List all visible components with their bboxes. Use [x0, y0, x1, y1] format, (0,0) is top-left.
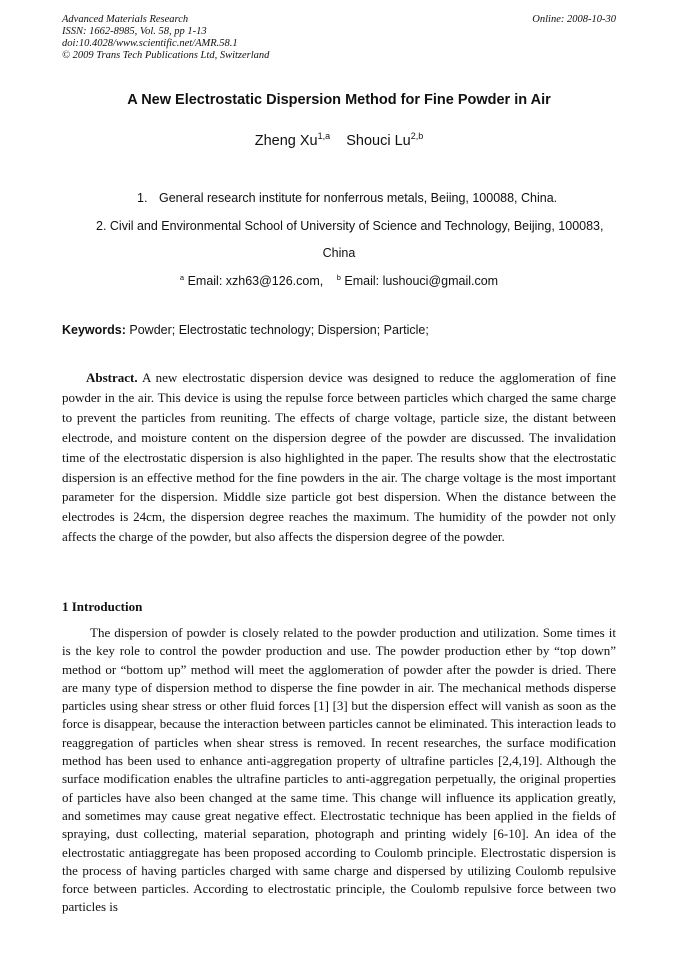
- affiliation-1: [137, 191, 557, 205]
- email-superscript: b: [336, 273, 341, 282]
- author-line: [0, 131, 678, 149]
- affiliation-2-line-2: China: [322, 246, 356, 260]
- email-superscript: a: [179, 273, 185, 282]
- section-heading: 1 Introduction: [62, 599, 143, 614]
- journal-header: [62, 14, 616, 62]
- abstract: [62, 368, 616, 547]
- online-date: Online: 2008-10-30: [532, 14, 616, 25]
- author-superscript: 1,a: [317, 131, 331, 141]
- email-b[interactable]: Email: lushouci@gmail.com: [344, 274, 499, 288]
- affiliation-text: General research institute for nonferrous metals, Beiing, 100088, China.: [159, 191, 558, 205]
- author-name: Shouci Lu: [346, 133, 411, 149]
- abstract-label: Abstract.: [86, 370, 138, 385]
- journal-name: Advanced Materials Research: [62, 14, 189, 25]
- email-line: [0, 273, 678, 288]
- keywords: [62, 323, 429, 337]
- keywords-text: Powder; Electrostatic technology; Dispersion; Particle;: [129, 323, 429, 337]
- affiliation-2-line-1: 2. Civil and Environmental School of University of Science and Technology, Beijing, 100083,: [96, 219, 604, 233]
- affiliation-number: 1.: [137, 191, 148, 205]
- copyright-line: © 2009 Trans Tech Publications Ltd, Switzerland: [62, 50, 270, 61]
- doi-line: doi:10.4028/www.scientific.net/AMR.58.1: [62, 38, 238, 49]
- issn-line: ISSN: 1662-8985, Vol. 58, pp 1-13: [62, 26, 207, 37]
- keywords-label: Keywords:: [62, 323, 126, 337]
- introduction-paragraph: The dispersion of powder is closely related to the powder production and utilization. Some times it is the key role to control the powder production and use. The powder production ether by “top down” method or “bottom up” method will meet the agglomeration of powder after the powder is dried. There are many type of dispersion method to disperse the fine powder in air. The mechanical methods disperse particles using shear stress or other fluid forces [1] [3] but the dispersion effect will vanish as soon as the force is disappear, because the interaction between particles cannot be eliminated. This interaction leads to reaggregation of particles when shear stress is removed. In recent researches, the surface modification method has been used to enhance anti-aggregation property of ultrafine particles [2,4,19]. Although the surface modification enables the ultrafine particles to anti-aggregation perpetually, the original properties of particles have also been changed at the same time. This change will influence its application greatly, and sometimes may cause great negative effect. Electrostatic technique has been applied in the fields of spraying, dust collecting, material separation, photograph and printing widely [6-10]. An idea of the electrostatic antiaggregate has been proposed according to Coulomb principle. Electrostatic dispersion is the process of having particles charged with same charge and dispersed by utilizing Coulomb repulsive force between particles. According to electrostatic principle, the Coulomb repulsive force between two particles is: [62, 625, 616, 915]
- author-name: Zheng Xu: [254, 133, 318, 149]
- abstract-text: A new electrostatic dispersion device was designed to reduce the agglomeration of fine powder in the air. This device is using the repulse force between particles which charged the same charge to prevent the particles from reuniting. The effects of charge voltage, particle size, the distant between electrode, and moisture content on the dispersion degree of the powder are discussed. The invalidation time of the electrostatic dispersion is also highlighted in the paper. The results show that the electrostatic dispersion is an effective method for the fine powders in the air. The charge voltage is the most important parameter for the dispersion. Middle size particle got best dispersion. When the distance between the electrodes is 24cm, the dispersion degree reaches the maximum. The humidity of the powder not only affects the charge of the powder, but also affects the dispersion degree of the powder.: [62, 370, 616, 545]
- email-a[interactable]: Email: xzh63@126.com,: [187, 274, 324, 288]
- paper-title: A New Electrostatic Dispersion Method for Fine Powder in Air: [127, 92, 551, 108]
- author-superscript: 2,b: [410, 131, 424, 141]
